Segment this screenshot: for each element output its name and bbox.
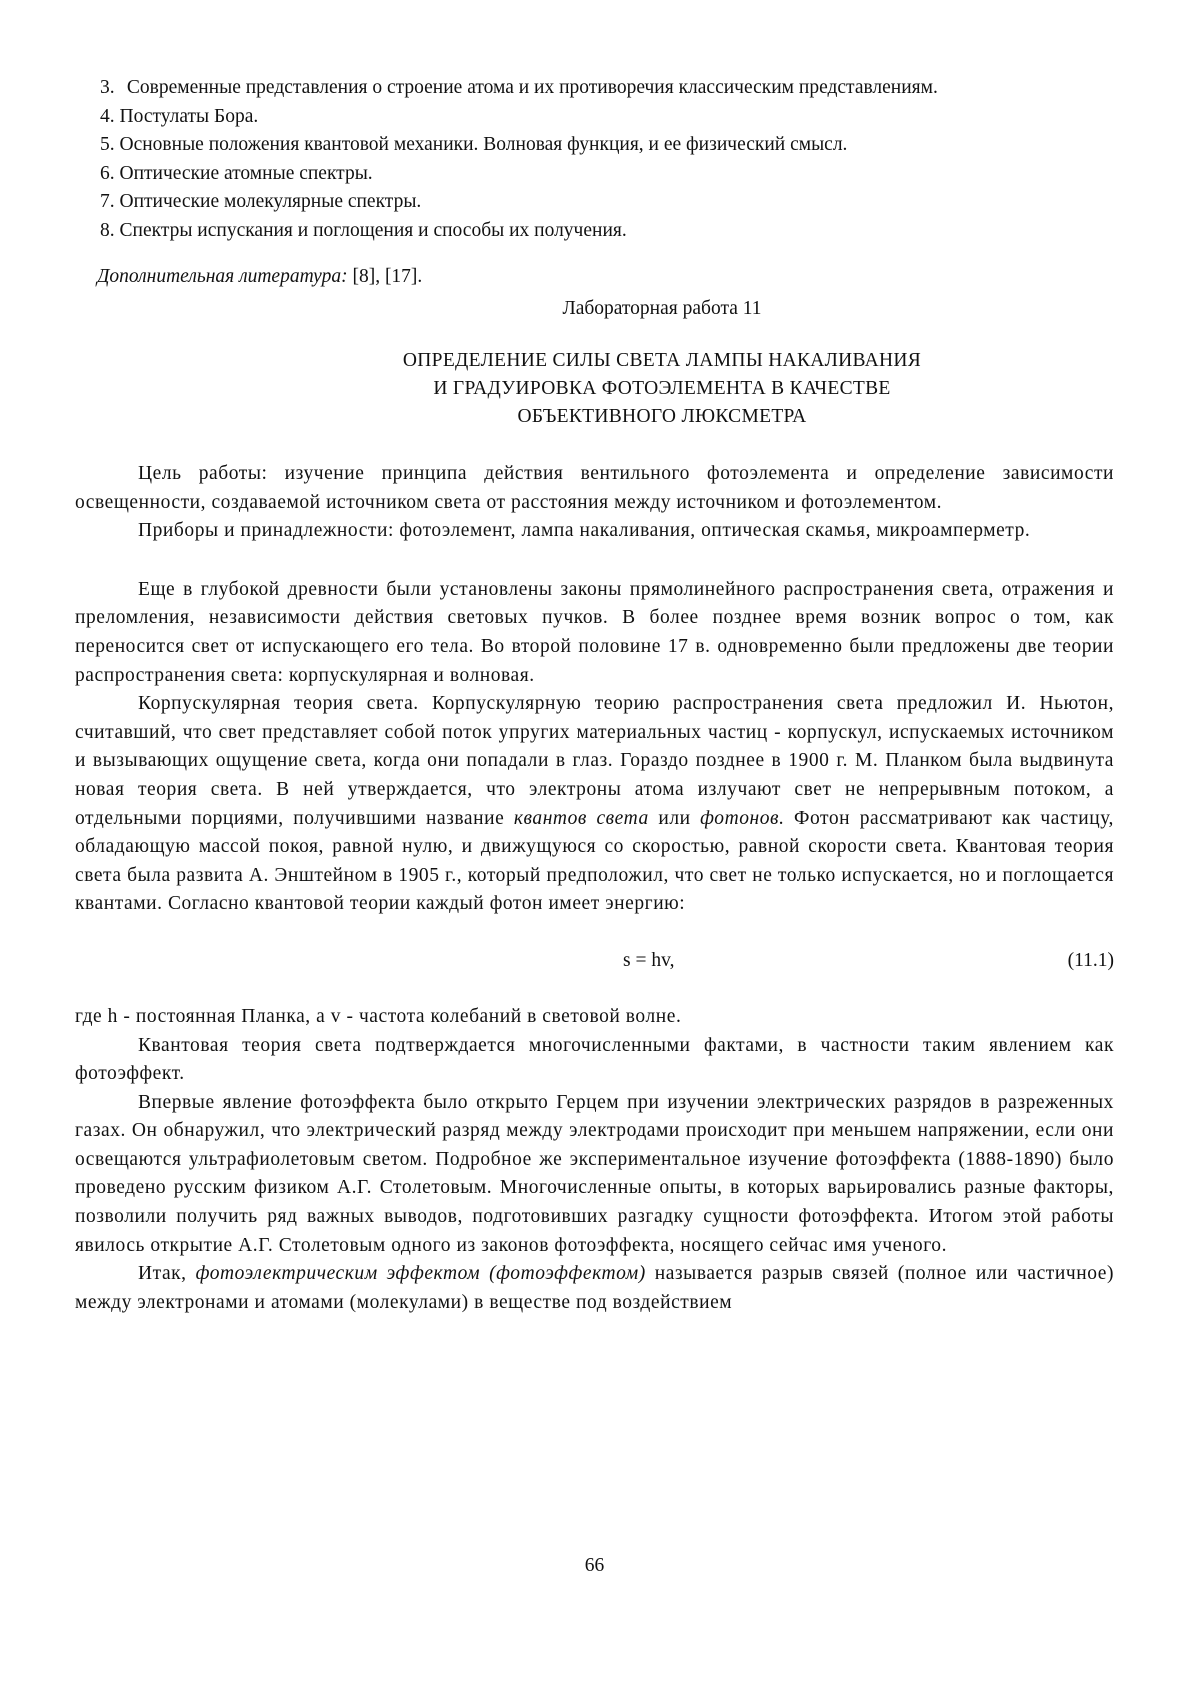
lab-work-number: Лабораторная работа 11 (562, 298, 762, 319)
question-item-5: 5. Основные положения квантовой механики. Волновая функция, и ее физический смысл. (100, 134, 848, 155)
equation: s = hv, (623, 949, 675, 971)
paragraph-planck-definition: где h - постоянная Планка, а v - частота колебаний в световой волне. (75, 1005, 682, 1027)
main-text-continued (75, 1003, 1114, 1318)
question-item-6: 6. Оптические атомные спектры. (100, 162, 373, 184)
literature-label: Дополнительная литература: (97, 266, 348, 287)
question-list (75, 74, 1114, 245)
lab-title-line-3: ОБЪЕКТИВНОГО ЛЮКСМЕТРА (517, 406, 807, 427)
p2-text-3: Фотон рассматривают как частицу, обладающую массой покоя, равной нулю, и движущуюся со скоростью, равной скорости света. Квантовая теория света была развита А. Энштейном в 1905 г., который предположил, что свет не только испускается, но и поглощается квантами. Согласно квантовой теории каждый фотон имеет энергию: (75, 807, 1114, 915)
lab-title (75, 347, 1114, 431)
p2-emphasis-light-quanta: квантов света (513, 807, 649, 829)
paragraph-photoeffect-definition (75, 1260, 1114, 1317)
equation-row (75, 947, 1114, 975)
paragraph-photoeffect-history: Впервые явление фотоэффекта было открыто Герцем при изучении электрических разрядов в разреженных газах. Он обнаружил, что электрический разряд между электродами происходит при меньшем напряжении, если они освещаются ультрафиолетовым светом. Подробное же экспериментальное изучение фотоэффекта (1888-1890) было проведено русским физиком А.Г. Столетовым. Многочисленные опыты, в которых варьировались разные факторы, позволили получить ряд важных выводов, подготовивших разгадку сущности фотоэффекта. Итогом этой работы явилось открытие А.Г. Столетовым одного из законов фотоэффекта, носящего сейчас имя ученого. (75, 1091, 1114, 1256)
p6-text-2: называется разрыв связей (полное или частичное) между электронами и атомами (молекулами) в веществе под воздействием (75, 1263, 1114, 1313)
question-3-number: 3. (100, 77, 115, 98)
p2-text-2: или (648, 807, 701, 829)
intro-block (75, 460, 1114, 546)
paragraph-corpuscular-theory (75, 690, 1114, 919)
question-item-4: 4. Постулаты Бора. (100, 105, 259, 127)
page-number: 66 (584, 1555, 605, 1576)
lab-title-line-2: И ГРАДУИРОВКА ФОТОЭЛЕМЕНТА В КАЧЕСТВЕ (433, 378, 891, 399)
lab-title-line-1: ОПРЕДЕЛЕНИЕ СИЛЫ СВЕТА ЛАМПЫ НАКАЛИВАНИЯ (402, 350, 922, 371)
p2-text-1: Корпускулярная теория света. Корпускулярную теорию распространения света предложил И. Ньютон, считавший, что свет представляет собой поток упругих материальных частиц - корпускул, испускаемых источником и вызывающих ощущение света, когда они попадали в глаз. Гораздо позднее в 1900 г. М. Планком была выдвинута новая теория света. В ней утверждается, что электроны атома излучают свет не непрерывным потоком, а отдельными порциями, получившими название (75, 693, 1114, 829)
question-item-7: 7. Оптические молекулярные спектры. (100, 191, 422, 212)
question-3-text: Современные представления о строение атома и их противоречия классическим представлениям. (126, 77, 938, 98)
p6-text-1: Итак, (138, 1263, 196, 1285)
question-item-8: 8. Спектры испускания и поглощения и способы их получения. (100, 219, 627, 241)
main-text (75, 576, 1114, 919)
equation-number: (11.1) (1067, 949, 1114, 971)
question-item-3 (75, 74, 1114, 103)
goal-paragraph: Цель работы: изучение принципа действия вентильного фотоэлемента и определение зависимости освещенности, создаваемой источником света от расстояния между источником и фотоэлементом. (75, 463, 1114, 513)
equipment-paragraph: Приборы и принадлежности: фотоэлемент, лампа накаливания, оптическая скамья, микроамперметр. (138, 520, 1031, 542)
additional-literature (75, 263, 1114, 291)
literature-refs: [8], [17]. (347, 266, 423, 287)
p2-emphasis-photons: фотонов. (700, 807, 785, 829)
paragraph-quantum-confirmation: Квантовая теория света подтверждается многочисленными фактами, в частности таким явлением как фотоэффект. (75, 1034, 1114, 1085)
paragraph-history: Еще в глубокой древности были установлены законы прямолинейного распространения света, отражения и преломления, независимости действия световых пучков. В более позднее время возник вопрос о том, как переносится свет от испускающего его тела. Во второй половине 17 в. одновременно были предложены две теории распространения света: корпускулярная и волновая. (75, 578, 1114, 686)
p6-emphasis-photoeffect: фотоэлектрическим эффектом (фотоэффектом) (195, 1263, 646, 1285)
